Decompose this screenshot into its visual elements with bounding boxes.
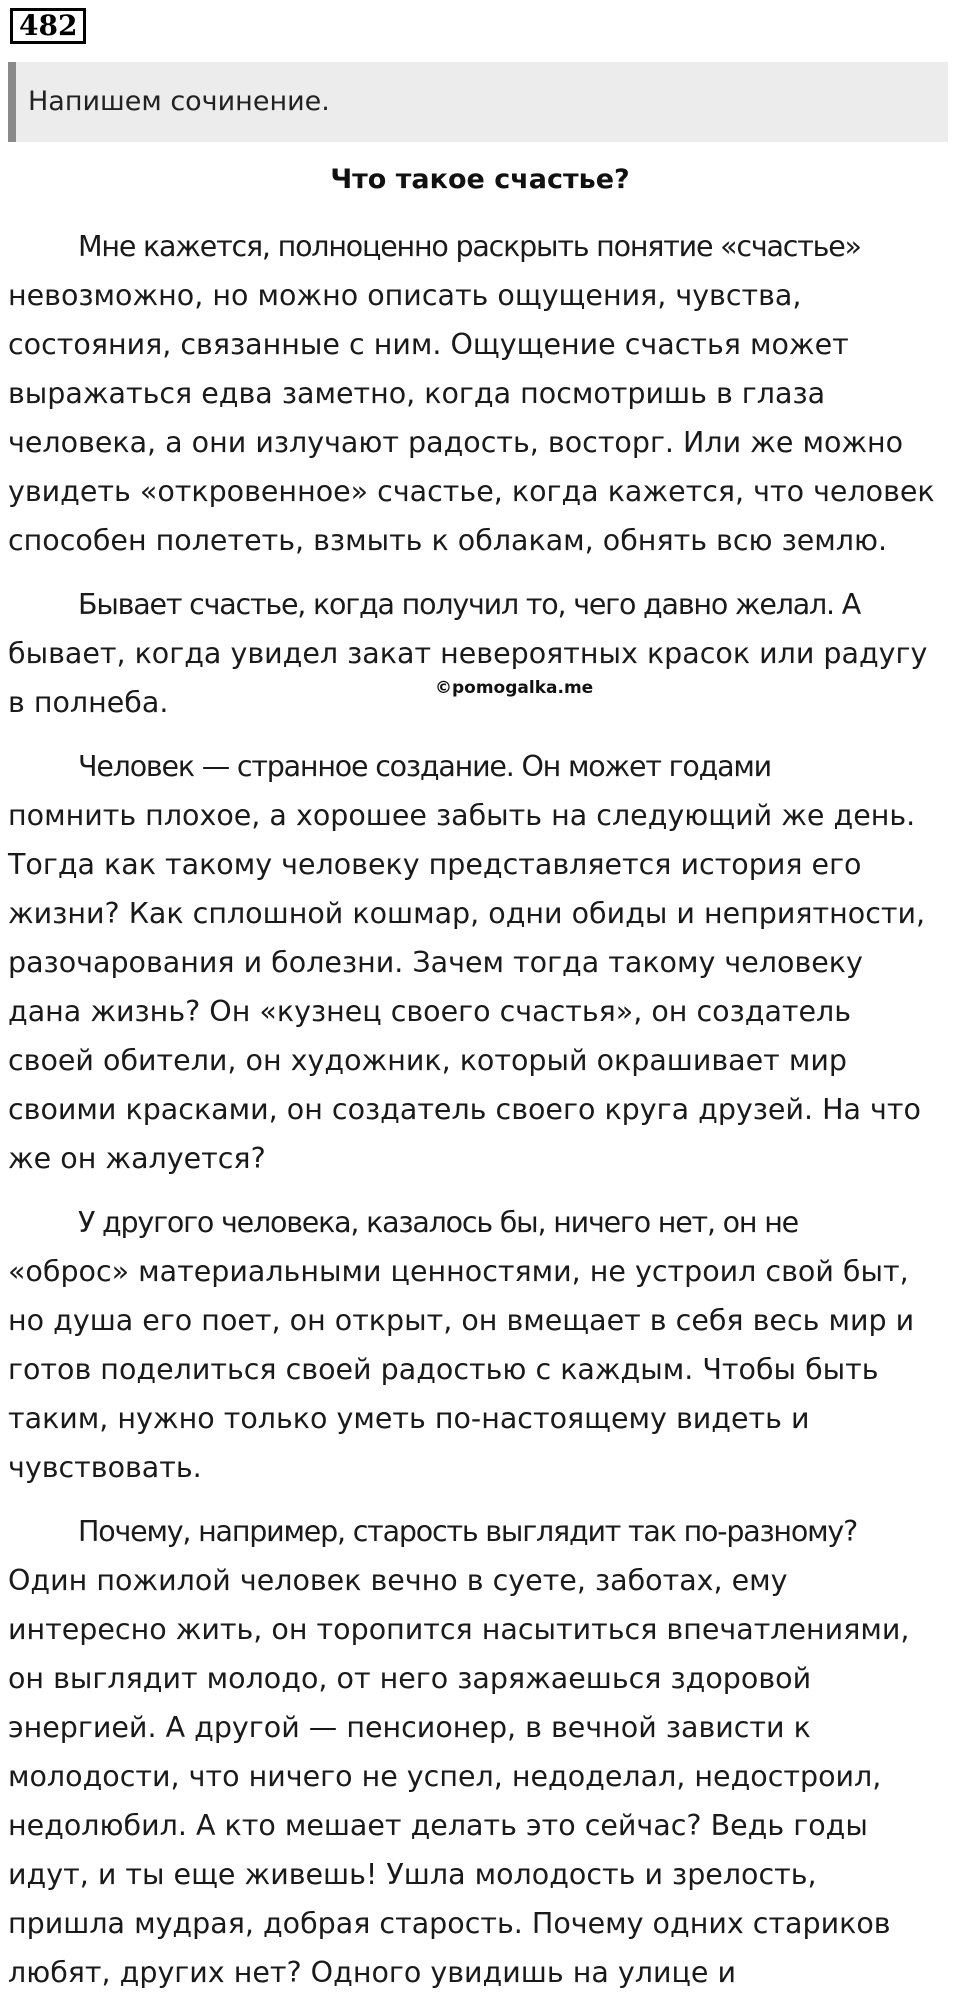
text-line: недолюбил. А кто мешает делать это сейчас? Ведь годы: [8, 1809, 868, 1842]
text-line: человека, а они излучают радость, восторг. Или же можно: [8, 426, 904, 459]
text-line: чувствовать.: [8, 1451, 202, 1484]
text-line: Один пожилой человек вечно в суете, заботах, ему: [8, 1564, 788, 1597]
text-line: энергией. А другой — пенсионер, в вечной зависти к: [8, 1711, 811, 1744]
text-line: увидеть «откровенное» счастье, когда кажется, что человек: [8, 475, 935, 508]
essay-paragraph: [8, 222, 953, 565]
text-line: бывает, когда увидел закат невероятных красок или радугу: [8, 637, 928, 670]
text-line: Мне кажется, полноценно раскрыть понятие «счастье»: [78, 230, 861, 263]
text-line: Почему, например, старость выглядит так по-разному?: [78, 1515, 857, 1548]
text-line: состояния, связанные с ним. Ощущение счастья может: [8, 328, 849, 361]
text-line: пришла мудрая, добрая старость. Почему одних стариков: [8, 1907, 891, 1940]
text-line: интересно жить, он торопится насытиться впечатлениями,: [8, 1613, 910, 1646]
text-line: разочарования и болезни. Зачем тогда такому человеку: [8, 946, 863, 979]
text-line: в полнеба.: [8, 686, 169, 719]
text-line: готов поделиться своей радостью с каждым. Чтобы быть: [8, 1353, 879, 1386]
text-line: таким, нужно только уметь по-настоящему видеть и: [8, 1402, 810, 1435]
essay-body: [8, 222, 953, 2012]
text-line: выражаться едва заметно, когда посмотришь в глаза: [8, 377, 826, 410]
text-line: У другого человека, казалось бы, ничего нет, он не: [78, 1206, 798, 1239]
essay-paragraph: [8, 580, 953, 727]
text-line: дана жизнь? Он «кузнец своего счастья», он создатель: [8, 995, 852, 1028]
task-instruction: Напишем сочинение.: [28, 86, 330, 117]
text-line: своими красками, он создатель своего круга друзей. На что: [8, 1093, 921, 1126]
task-instruction-bar: [8, 62, 948, 142]
text-line: способен полететь, взмыть к облакам, обнять всю землю.: [8, 524, 888, 557]
essay-paragraph: [8, 1507, 953, 1997]
text-line: он выглядит молодо, от него заряжаешься здоровой: [8, 1662, 812, 1695]
essay-paragraph: [8, 742, 953, 1183]
text-line: «оброс» материальными ценностями, не устроил свой быт,: [8, 1255, 909, 1288]
text-line: невозможно, но можно описать ощущения, чувства,: [8, 279, 802, 312]
essay-title: Что такое счастье?: [330, 164, 630, 195]
watermark: ©pomogalka.me: [435, 678, 594, 698]
text-line: но душа его поет, он открыт, он вмещает в себя весь мир и: [8, 1304, 915, 1337]
essay-paragraph: [8, 1198, 953, 1492]
text-line: Тогда как такому человеку представляется история его: [8, 848, 862, 881]
text-line: любят, других нет? Одного увидишь на улице и: [8, 1956, 736, 1989]
task-number: 482: [10, 8, 86, 44]
text-line: жизни? Как сплошной кошмар, одни обиды и неприятности,: [8, 897, 926, 930]
text-line: идут, и ты еще живешь! Ушла молодость и зрелость,: [8, 1858, 817, 1891]
text-line: своей обители, он художник, который окрашивает мир: [8, 1044, 847, 1077]
text-line: Человек — странное создание. Он может годами: [78, 750, 771, 783]
text-line: Бывает счастье, когда получил то, чего давно желал. А: [78, 588, 861, 621]
text-line: помнить плохое, а хорошее забыть на следующий же день.: [8, 799, 916, 832]
text-line: молодости, что ничего не успел, недоделал, недостроил,: [8, 1760, 882, 1793]
text-line: же он жалуется?: [8, 1142, 266, 1175]
